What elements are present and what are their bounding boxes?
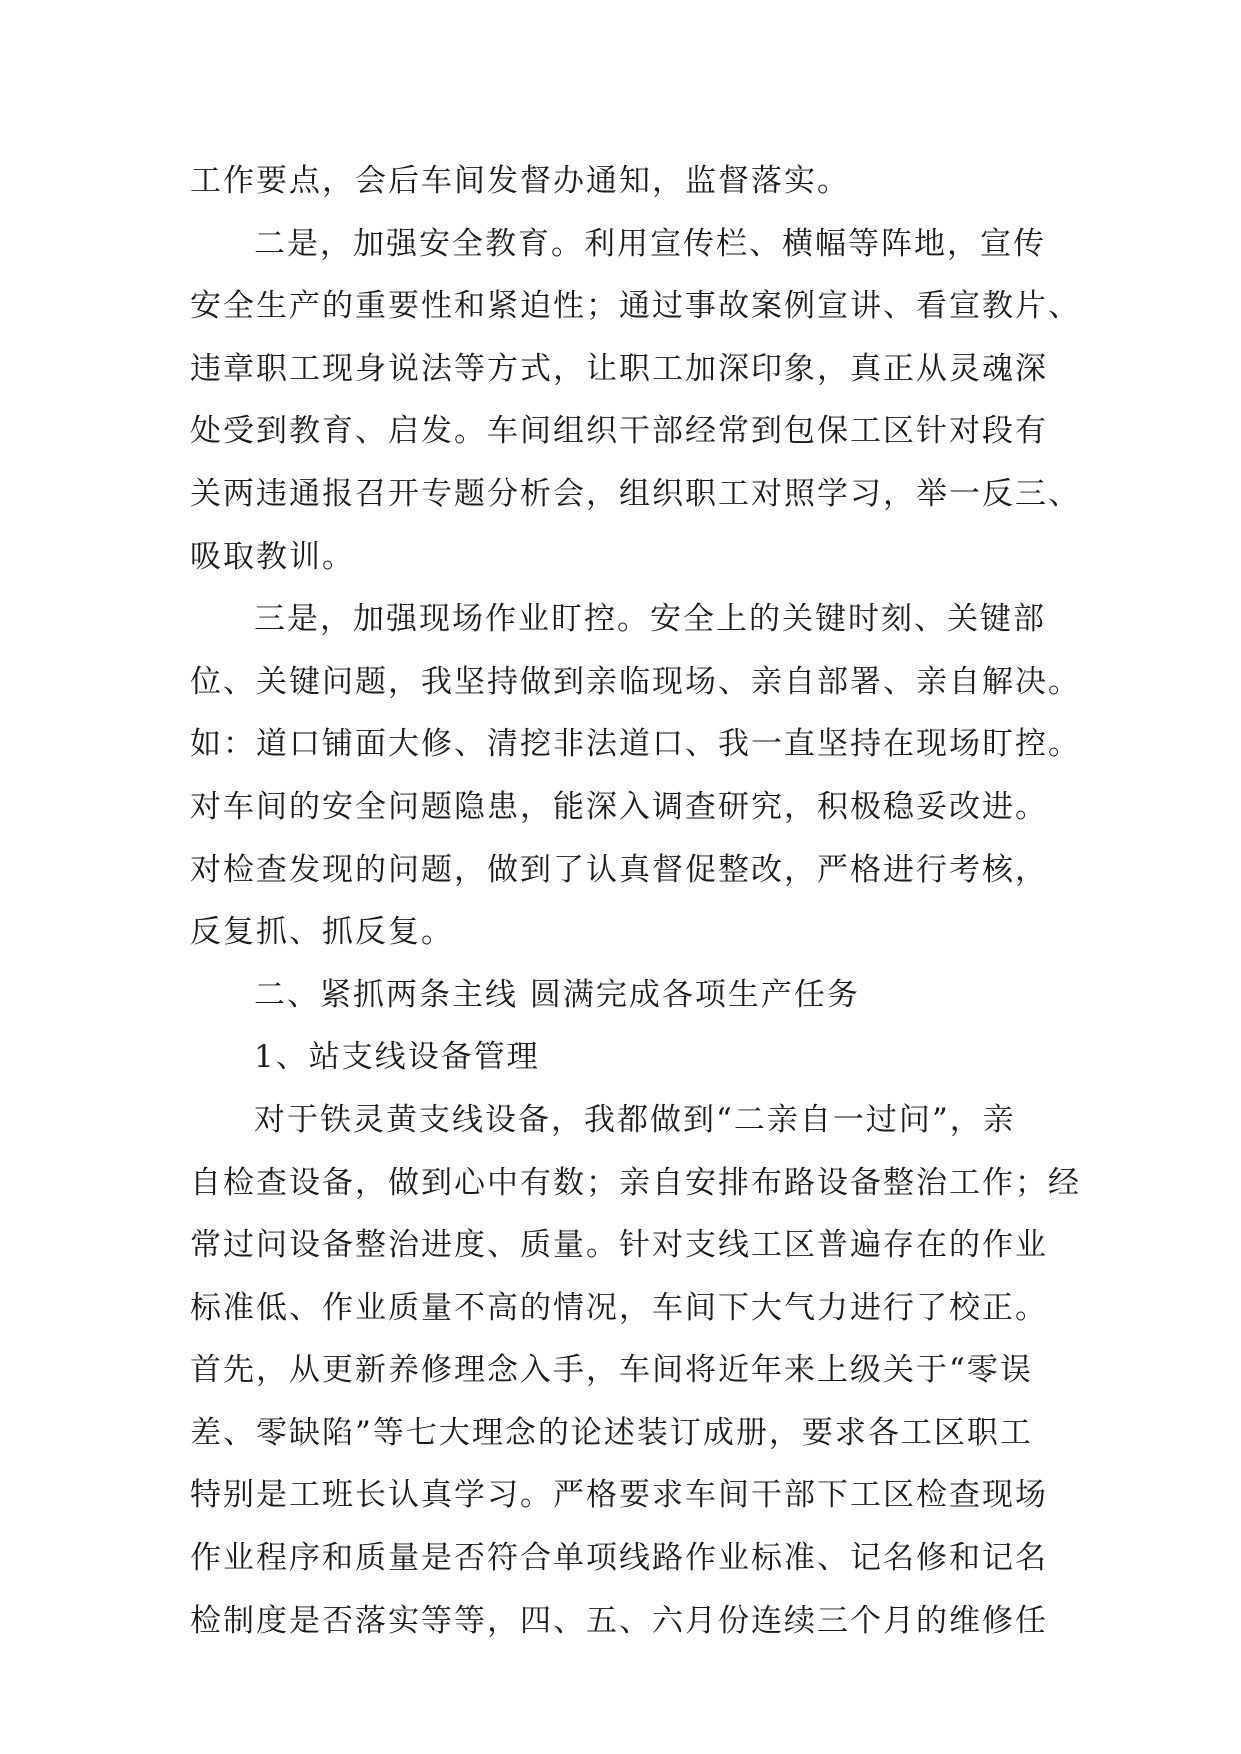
document-body [190, 150, 1081, 1652]
text-line: 常过问设备整治进度、质量。针对支线工区普遍存在的作业 [190, 1227, 1048, 1264]
text-line: 对于铁灵黄支线设备，我都做到“二亲自一过问”，亲 [254, 1101, 1016, 1138]
text-line: 检制度是否落实等等，四、五、六月份连续三个月的维修任 [190, 1602, 1048, 1639]
text-line: 首先，从更新养修理念入手，车间将近年来上级关于“零误 [190, 1352, 1033, 1389]
text-line: 对检查发现的问题，做到了认真督促整改，严格进行考核， [190, 851, 1048, 888]
text-line: 如：道口铺面大修、清挖非法道口、我一直坚持在现场盯控。 [190, 726, 1081, 763]
text-line: 反复抓、抓反复。 [190, 914, 454, 951]
text-line: 对车间的安全问题隐患，能深入调查研究，积极稳妥改进。 [190, 788, 1048, 825]
text-line: 三是，加强现场作业盯控。安全上的关键时刻、关键部 [254, 601, 1046, 638]
text-line: 自检查设备，做到心中有数；亲自安排布路设备整治工作；经 [190, 1164, 1081, 1201]
text-line: 安全生产的重要性和紧迫性；通过事故案例宣讲、看宣教片、 [190, 288, 1081, 325]
text-line: 作业程序和质量是否符合单项线路作业标准、记名修和记名 [190, 1540, 1048, 1577]
text-line: 处受到教育、启发。车间组织干部经常到包保工区针对段有 [190, 413, 1048, 450]
text-line: 特别是工班长认真学习。严格要求车间干部下工区检查现场 [190, 1477, 1048, 1514]
text-line: 工作要点，会后车间发督办通知，监督落实。 [190, 163, 850, 199]
text-line: 吸取教训。 [190, 538, 355, 575]
text-line: 关两违通报召开专题分析会，组织职工对照学习，举一反三、 [190, 475, 1081, 512]
text-line: 二、紧抓两条主线 圆满完成各项生产任务 [254, 976, 860, 1013]
text-line: 标准低、作业质量不高的情况，车间下大气力进行了校正。 [190, 1289, 1048, 1326]
text-line: 1、站支线设备管理 [254, 1039, 540, 1076]
text-line: 差、零缺陷”等七大理念的论述装订成册，要求各工区职工 [190, 1414, 1033, 1451]
text-line: 违章职工现身说法等方式，让职工加深印象，真正从灵魂深 [190, 350, 1048, 387]
text-line: 二是，加强安全教育。利用宣传栏、横幅等阵地，宣传 [254, 225, 1046, 262]
text-line: 位、关键问题，我坚持做到亲临现场、亲自部署、亲自解决。 [190, 663, 1081, 700]
